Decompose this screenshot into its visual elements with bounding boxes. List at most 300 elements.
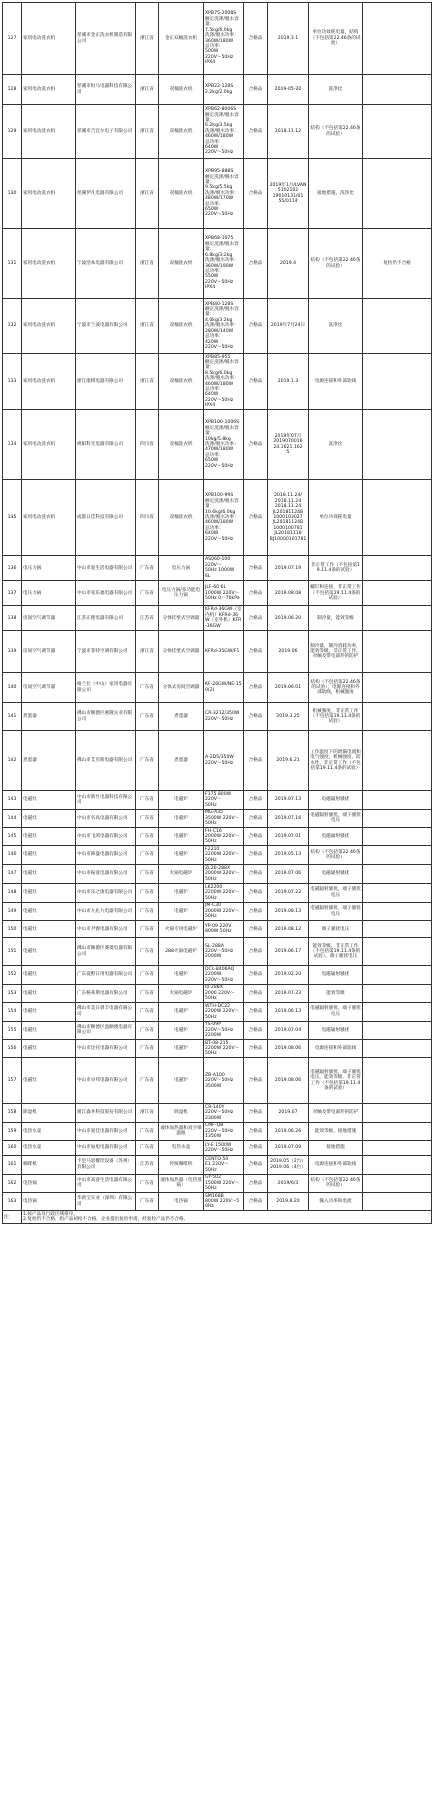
failed-item-cell: 结构（不包括第22.46条的试验） <box>309 105 363 159</box>
failed-item-cell: 结构（不包括第22.46条的试验），电源连接和外部软线，机械强度 <box>309 673 363 703</box>
product-name-cell: 电磁炉 <box>159 883 204 902</box>
product-name-cell: 电压力锅 <box>159 556 204 581</box>
grade-cell: 合格品 <box>244 354 268 410</box>
row-number: 152 <box>3 966 22 984</box>
product-name-cell: 双桶洗衣机 <box>159 159 204 229</box>
grade-cell: 合格品 <box>244 3 268 75</box>
spec-cell: I0-288X 2000 220V～ 50Hz <box>204 984 244 1002</box>
table-row <box>3 556 432 581</box>
table-row <box>3 883 432 902</box>
grade-cell: 合格品 <box>244 556 268 581</box>
province-cell: 广东省 <box>136 673 159 703</box>
failed-item-cell: 能效等级 <box>309 984 363 1002</box>
province-cell: 广东省 <box>136 1192 159 1210</box>
company-cell: 格兰仕（中山）家用电器有限公司 <box>76 673 136 703</box>
table-row <box>3 1192 432 1210</box>
failed-item-cell: 洗净比 <box>309 410 363 480</box>
date-cell: 2019.3.1 <box>268 3 309 75</box>
date-cell: 2019.05.13 <box>268 846 309 864</box>
spec-cell: XPB75-2008S 额定洗涤/脱水容量： 7.5kg/6.0kg 洗涤/脱水功率： 360W/180W 总功率： 500W 220V～50Hz IPX4 <box>204 3 244 75</box>
spec-cell: YP-09 220V 800W 50Hz <box>204 921 244 938</box>
company-cell: 慈溪市吉宜尔电子有限公司 <box>76 105 136 159</box>
company-cell: 华新宝实业（深圳）有限公司 <box>76 1192 136 1210</box>
date-cell: 2019.3.25 <box>268 703 309 731</box>
province-cell: 广东省 <box>136 703 159 731</box>
product-name-cell: 电磁炉 <box>159 902 204 920</box>
date-cell: 2018.11.12 <box>268 105 309 159</box>
category-cell: 房间空气调节器 <box>22 631 76 673</box>
date-cell: 2019.06 <box>268 631 309 673</box>
recheck-cell <box>363 703 432 731</box>
grade-cell: 合格品 <box>244 1174 268 1192</box>
grade-cell: 合格品 <box>244 105 268 159</box>
product-name-cell: 电压力锅/多功能电压力锅 <box>159 581 204 606</box>
failed-item-cell: 结构（不包括第22.46条的试验） <box>309 846 363 864</box>
spec-cell: SL-288A 220V～50Hz 2000W <box>204 938 244 966</box>
failed-item-cell: 电磁辐射骚扰 <box>309 828 363 846</box>
recheck-cell <box>363 159 432 229</box>
grade-cell: 合格品 <box>244 1122 268 1140</box>
table-row <box>3 299 432 354</box>
recheck-cell <box>363 631 432 673</box>
province-cell: 广东省 <box>136 864 159 883</box>
row-number: 163 <box>3 1192 22 1210</box>
grade-cell: 合格品 <box>244 75 268 105</box>
product-name-cell: 液体加热器和真空保温瓶 <box>159 1122 204 1140</box>
notes-label: 注： <box>3 1211 22 1224</box>
company-cell: 中山市加旭电器有限公司 <box>76 1141 136 1156</box>
recheck-cell <box>363 410 432 480</box>
category-cell: 房间空气调节器 <box>22 673 76 703</box>
row-number: 149 <box>3 902 22 920</box>
company-cell: 中山市名高电器有限公司 <box>76 809 136 827</box>
grade-cell: 合格品 <box>244 864 268 883</box>
product-name-cell: 288火锅电磁炉 <box>159 938 204 966</box>
date-cell: 2019.07 <box>268 1104 309 1122</box>
date-cell: 2019.08.06 <box>268 1058 309 1104</box>
grade-cell: 合格品 <box>244 1003 268 1021</box>
province-cell: 江苏省 <box>136 1156 159 1174</box>
date-cell: 2019年07月 2019070016 24.1621.162 5 <box>268 410 309 480</box>
category-cell: 咖啡机 <box>22 1156 76 1174</box>
recheck-cell <box>363 921 432 938</box>
province-cell: 四川省 <box>136 480 159 556</box>
row-number: 157 <box>3 1058 22 1104</box>
spec-cell: MG-A35 3500W 220V～50Hz <box>204 809 244 827</box>
row-number: 156 <box>3 1039 22 1057</box>
product-name-cell: 电磁炉 <box>159 1021 204 1039</box>
category-cell: 电磁灶 <box>22 966 76 984</box>
product-name-cell: 液体加热器（电热蒸锅） <box>159 1174 204 1192</box>
date-cell: 2019.06.26 <box>268 1122 309 1140</box>
failed-item-cell: 电磁辐射骚扰 <box>309 791 363 809</box>
product-name-cell: 火锅电磁炉 <box>159 864 204 883</box>
province-cell: 浙江省 <box>136 1104 159 1122</box>
province-cell: 四川省 <box>136 410 159 480</box>
notes-row <box>3 1211 432 1224</box>
category-cell: 电磁灶 <box>22 883 76 902</box>
date-cell: 2019.07.23 <box>268 984 309 1002</box>
date-cell: 2019.07.01 <box>268 828 309 846</box>
table-row <box>3 921 432 938</box>
category-cell: 家用电动洗衣机 <box>22 354 76 410</box>
grade-cell: 合格品 <box>244 828 268 846</box>
date-cell: 2019.8.20 <box>268 1192 309 1210</box>
product-name-cell: 双桶洗衣机 <box>159 480 204 556</box>
company-cell: 中山市尹源电器有限公司 <box>76 921 136 938</box>
table-body <box>3 3 432 1224</box>
date-cell: 2019.06.17 <box>268 938 309 966</box>
date-cell: 2019.06.13 <box>268 1003 309 1021</box>
date-cell: 2019.07.06 <box>268 864 309 883</box>
date-cell: 2019年1月/LVAN5102102 19010131/01 55/0114 <box>268 159 309 229</box>
date-cell: 2019.05（2台） 2019.06（4台） <box>268 1156 309 1174</box>
row-number: 150 <box>3 921 22 938</box>
recheck-cell <box>363 480 432 556</box>
recheck-cell <box>363 1174 432 1192</box>
row-number: 151 <box>3 938 22 966</box>
company-cell: 慈溪伊凡电器有限公司 <box>76 159 136 229</box>
row-number: 144 <box>3 809 22 827</box>
grade-cell: 合格品 <box>244 229 268 299</box>
company-cell: 成都日佳科技有限公司 <box>76 480 136 556</box>
category-cell: 电压力锅 <box>22 556 76 581</box>
recheck-cell <box>363 809 432 827</box>
grade-cell: 合格品 <box>244 921 268 938</box>
table-row <box>3 1156 432 1174</box>
failed-item-cell: 电磁辐射骚扰，端子骚扰电压 <box>309 1003 363 1021</box>
spec-cell: JM-C30 2000W 220V～50Hz <box>204 902 244 920</box>
table-row <box>3 1104 432 1122</box>
category-cell: 电磁灶 <box>22 1058 76 1104</box>
company-cell: 广东格莱斯电器有限公司 <box>76 984 136 1002</box>
category-cell: 家用电动洗衣机 <box>22 410 76 480</box>
table-row <box>3 1141 432 1156</box>
table-row <box>3 159 432 229</box>
spec-cell: F2210 2200W 220V～50Hz <box>204 846 244 864</box>
failed-item-cell: 电源连接和外部软线 <box>309 354 363 410</box>
category-cell: 家用电动洗衣机 <box>22 229 76 299</box>
spec-cell: LY-E 1500W 220V～50Hz <box>204 1141 244 1156</box>
table-row <box>3 984 432 1002</box>
company-cell: 中山市比托电器有限公司 <box>76 1039 136 1057</box>
recheck-cell <box>363 3 432 75</box>
spec-cell: CR-140Y 220V～50Hz 2300W <box>204 1104 244 1122</box>
spec-cell: XPB95-888S 额定洗涤/脱水容量： 9.5kg/5.5kg 洗涤/脱水功率： 480W/170W 总功率： 650W 220V～50Hz <box>204 159 244 229</box>
notes-text: 1.按产品及行政区域排序。 2.复检仍不合格，指产品初检不合格，企业提出复检申请，经复检产品仍不合格。 <box>22 1211 432 1224</box>
category-cell: 电磁灶 <box>22 846 76 864</box>
category-cell: 电热水壶 <box>22 1122 76 1140</box>
recheck-cell <box>363 673 432 703</box>
province-cell: 广东省 <box>136 1174 159 1192</box>
table-row <box>3 864 432 883</box>
category-cell: 电压力锅 <box>22 581 76 606</box>
failed-item-cell: 洗净比 <box>309 299 363 354</box>
grade-cell: 合格品 <box>244 938 268 966</box>
product-name-cell: 电磁炉 <box>159 1003 204 1021</box>
grade-cell: 合格品 <box>244 1104 268 1122</box>
company-cell: 绵阳科光电器有限公司 <box>76 410 136 480</box>
row-number: 153 <box>3 984 22 1002</box>
grade-cell: 合格品 <box>244 966 268 984</box>
spec-cell: XPB62-8006S 额定洗涤/脱水容量： 6.2kg/3.5kg 洗涤/脱水功率： 460W/180W 总功率： 640W 220V～50Hz <box>204 105 244 159</box>
failed-item-cell: 电源连接和外部软线 <box>309 1039 363 1057</box>
product-name-cell: 煮蛋器 <box>159 703 204 731</box>
table-row <box>3 480 432 556</box>
spec-cell: SM168B 800W 220V～50Hz <box>204 1192 244 1210</box>
recheck-cell <box>363 846 432 864</box>
product-name-cell: 双桶洗衣机 <box>159 299 204 354</box>
recheck-cell <box>363 606 432 631</box>
row-number: 141 <box>3 703 22 731</box>
row-number: 147 <box>3 864 22 883</box>
company-cell: 浙江康棋电器有限公司 <box>76 354 136 410</box>
failed-item-cell: 单位功效耗电量，结构（不包括第22.46条的试验） <box>309 3 363 75</box>
recheck-cell <box>363 938 432 966</box>
row-number: 135 <box>3 480 22 556</box>
spec-cell: BT-08-215 2200W 220V～50Hz <box>204 1039 244 1057</box>
spec-cell: YS-09P 220V～50Hz 2200W <box>204 1021 244 1039</box>
province-cell: 广东省 <box>136 1039 159 1057</box>
category-cell: 电磁灶 <box>22 1039 76 1057</box>
company-cell: 宁波浩本电器有限公司 <box>76 229 136 299</box>
company-cell: 江苏正理电器有限公司 <box>76 606 136 631</box>
category-cell: 电热锅 <box>22 1192 76 1210</box>
table-row <box>3 1174 432 1192</box>
table-row <box>3 1058 432 1104</box>
row-number: 143 <box>3 791 22 809</box>
table-row <box>3 791 432 809</box>
recheck-cell <box>363 1058 432 1104</box>
row-number: 137 <box>3 581 22 606</box>
product-name-cell: 火锅专用电磁炉 <box>159 921 204 938</box>
date-cell: 2018.11.24/ 2018.11.24 2018.11.24 JL20181124B 1000103027 JL20181124B 1000100781 JL20181118 BJ10000101781 <box>268 480 309 556</box>
recheck-cell <box>363 1021 432 1039</box>
table-row <box>3 902 432 920</box>
category-cell: 电磁灶 <box>22 791 76 809</box>
product-name-cell: 除湿机 <box>159 1104 204 1122</box>
grade-cell: 合格品 <box>244 159 268 229</box>
company-cell: 中山市高睿生活电器有限公司 <box>76 1174 136 1192</box>
product-name-cell: 电磁炉 <box>159 846 204 864</box>
date-cell: 2019年7月24日 <box>268 299 309 354</box>
company-cell: 宁波市菲特空调有限公司 <box>76 631 136 673</box>
category-cell: 家用电动洗衣机 <box>22 105 76 159</box>
failed-item-cell: 电磁辐射骚扰 <box>309 864 363 883</box>
company-cell: 中山市爱生活电器有限公司 <box>76 556 136 581</box>
failed-item-cell: 电磁辐射骚扰 <box>309 966 363 984</box>
province-cell: 广东省 <box>136 1122 159 1140</box>
row-number: 132 <box>3 299 22 354</box>
failed-item-cell: 输入功率和电流 <box>309 1192 363 1210</box>
row-number: 145 <box>3 828 22 846</box>
product-name-cell: 火锅电磁炉 <box>159 984 204 1002</box>
category-cell: 电磁灶 <box>22 984 76 1002</box>
recheck-cell <box>363 966 432 984</box>
product-name-cell: 煮蛋器 <box>159 731 204 791</box>
grade-cell: 合格品 <box>244 606 268 631</box>
spec-cell: LK2200 2200W 220V～50Hz <box>204 883 244 902</box>
date-cell: 2019.08.08 <box>268 581 309 606</box>
row-number: 134 <box>3 410 22 480</box>
row-number: 138 <box>3 606 22 631</box>
recheck-cell <box>363 883 432 902</box>
grade-cell: 合格品 <box>244 791 268 809</box>
grade-cell: 合格品 <box>244 703 268 731</box>
failed-item-cell: 单位功效耗电量 <box>309 480 363 556</box>
province-cell: 广东省 <box>136 581 159 606</box>
row-number: 158 <box>3 1104 22 1122</box>
province-cell: 浙江省 <box>136 229 159 299</box>
table-row <box>3 410 432 480</box>
spec-cell: ZL20-288X 2000W 220V～50Hz <box>204 864 244 883</box>
product-name-cell: 电热锅 <box>159 1192 204 1210</box>
grade-cell: 合格品 <box>244 902 268 920</box>
province-cell: 广东省 <box>136 966 159 984</box>
failed-item-cell: 机械强度，非正常工作（不包括第19.11.4条的试验） <box>309 703 363 731</box>
spec-cell: CENTO 50 E1 220V～ 50Hz <box>204 1156 244 1174</box>
product-name-cell: 传统咖啡机 <box>159 1156 204 1174</box>
table-row <box>3 3 432 75</box>
province-cell: 广东省 <box>136 1021 159 1039</box>
date-cell: 2019.6.21 <box>268 731 309 791</box>
product-table <box>2 2 432 1224</box>
product-name-cell: 双桶洗衣机 <box>159 354 204 410</box>
category-cell: 电磁灶 <box>22 809 76 827</box>
date-cell: 2019.4 <box>268 229 309 299</box>
failed-item-cell: 对触及带电部件的防护 <box>309 1104 363 1122</box>
product-name-cell: 分体挂壁式空调器 <box>159 606 204 631</box>
row-number: 154 <box>3 1003 22 1021</box>
company-cell: 中山市乐之康电器有限公司 <box>76 883 136 902</box>
category-cell: 电磁灶 <box>22 938 76 966</box>
date-cell: 2019.07.09 <box>268 1141 309 1156</box>
failed-item-cell: 接地措施，洗净比 <box>309 159 363 229</box>
grade-cell: 合格品 <box>244 410 268 480</box>
spec-cell: JLF-60 6L 1000W 220V～50Hz 0～70kPa <box>204 581 244 606</box>
category-cell: 电磁灶 <box>22 1003 76 1021</box>
row-number: 128 <box>3 75 22 105</box>
spec-cell: ZB-A100 220V～50Hz 3500W <box>204 1058 244 1104</box>
table-row <box>3 966 432 984</box>
spec-cell: XPB40-128S 额定洗涤/脱水容量： 4.0kg/3.2kg 洗涤/脱水功率： 280W/140W 总功率： 420W 220V～50Hz <box>204 299 244 354</box>
recheck-cell <box>363 1141 432 1156</box>
province-cell: 广东省 <box>136 731 159 791</box>
grade-cell: 合格品 <box>244 731 268 791</box>
table-row <box>3 631 432 673</box>
table-row <box>3 1039 432 1057</box>
date-cell: 2019.06.01 <box>268 673 309 703</box>
category-cell: 煮蛋器 <box>22 703 76 731</box>
row-number: 133 <box>3 354 22 410</box>
province-cell: 广东省 <box>136 556 159 581</box>
row-number: 136 <box>3 556 22 581</box>
recheck-cell <box>363 902 432 920</box>
recheck-cell <box>363 299 432 354</box>
company-cell: 中山市飞鸿电器有限公司 <box>76 828 136 846</box>
category-cell: 家用电动洗衣机 <box>22 75 76 105</box>
recheck-cell <box>363 791 432 809</box>
product-name-cell: 双桶洗衣机 <box>159 105 204 159</box>
failed-item-cell: 电磁辐射骚扰，端子骚扰电压，能效等级，非正常工作（不包括第19.11.4条的试验） <box>309 1058 363 1104</box>
product-name-cell: 双桶洗衣机 <box>159 410 204 480</box>
table-row <box>3 846 432 864</box>
company-cell: 中山市爱佳电器有限公司 <box>76 1122 136 1140</box>
table-row <box>3 606 432 631</box>
province-cell: 江苏省 <box>136 606 159 631</box>
date-cell: 2019.08.13 <box>268 902 309 920</box>
recheck-cell <box>363 1104 432 1122</box>
province-cell: 浙江省 <box>136 354 159 410</box>
spec-cell: AS060-100 220V～ 50Hz 1000W 6L <box>204 556 244 581</box>
grade-cell: 合格品 <box>244 631 268 673</box>
company-cell: 中山市韩盛电器有限公司 <box>76 846 136 864</box>
date-cell: 2019/6/3 <box>268 1174 309 1192</box>
row-number: 146 <box>3 846 22 864</box>
row-number: 140 <box>3 673 22 703</box>
company-cell: 佛山市美日晨丰电器有限公司 <box>76 1003 136 1021</box>
table-row <box>3 1003 432 1021</box>
recheck-cell <box>363 1192 432 1210</box>
province-cell: 广东省 <box>136 902 159 920</box>
category-cell: 电热水壶 <box>22 1141 76 1156</box>
date-cell: 2019.07.16 <box>268 809 309 827</box>
category-cell: 除湿机 <box>22 1104 76 1122</box>
province-cell: 广东省 <box>136 1058 159 1104</box>
failed-item-cell: 电源连接和外部软线 <box>309 1156 363 1174</box>
failed-item-cell: 能效等级，接地措施 <box>309 1122 363 1140</box>
company-cell: 卡里马思餐饮设备（苏州）有限公司 <box>76 1156 136 1174</box>
recheck-cell <box>363 1122 432 1140</box>
grade-cell: 合格品 <box>244 883 268 902</box>
recheck-cell <box>363 864 432 883</box>
table-row <box>3 1122 432 1140</box>
company-cell: 佛山市顺德区赛菱电器有限公司 <box>76 938 136 966</box>
row-number: 131 <box>3 229 22 299</box>
table-row <box>3 354 432 410</box>
category-cell: 家用电动洗衣机 <box>22 159 76 229</box>
product-name-cell: 电磁炉 <box>159 1058 204 1104</box>
recheck-cell <box>363 75 432 105</box>
grade-cell: 合格品 <box>244 1058 268 1104</box>
spec-cell: A-2D5/350W 220V～50Hz <box>204 731 244 791</box>
recheck-cell <box>363 1003 432 1021</box>
recheck-cell <box>363 1039 432 1057</box>
date-cell: 2019.08.12 <box>268 921 309 938</box>
recheck-cell <box>363 731 432 791</box>
date-cell: 2019-05-20 <box>268 75 309 105</box>
grade-cell: 合格品 <box>244 809 268 827</box>
table-row <box>3 105 432 159</box>
spec-cell: CMF-Q8 220V～50Hz 1350W <box>204 1122 244 1140</box>
product-name-cell: 双桶洗衣机 <box>159 75 204 105</box>
product-name-cell: 电磁炉 <box>159 966 204 984</box>
row-number: 160 <box>3 1141 22 1156</box>
date-cell: 2019.07.19 <box>268 556 309 581</box>
province-cell: 广东省 <box>136 846 159 864</box>
spec-cell: KFRd-36GW（室内机）KFRd-36W（室外机）KFR-36GW <box>204 606 244 631</box>
failed-item-cell: 洗净比 <box>309 75 363 105</box>
province-cell: 广东省 <box>136 828 159 846</box>
company-cell: 佛山市艾贝斯电器有限公司 <box>76 731 136 791</box>
product-name-cell: 电热水壶 <box>159 1141 204 1156</box>
product-name-cell: 双桶洗衣机 <box>159 229 204 299</box>
table-row <box>3 581 432 606</box>
row-number: 155 <box>3 1021 22 1039</box>
category-cell: 煮蛋器 <box>22 731 76 791</box>
province-cell: 浙江省 <box>136 299 159 354</box>
recheck-cell <box>363 354 432 410</box>
